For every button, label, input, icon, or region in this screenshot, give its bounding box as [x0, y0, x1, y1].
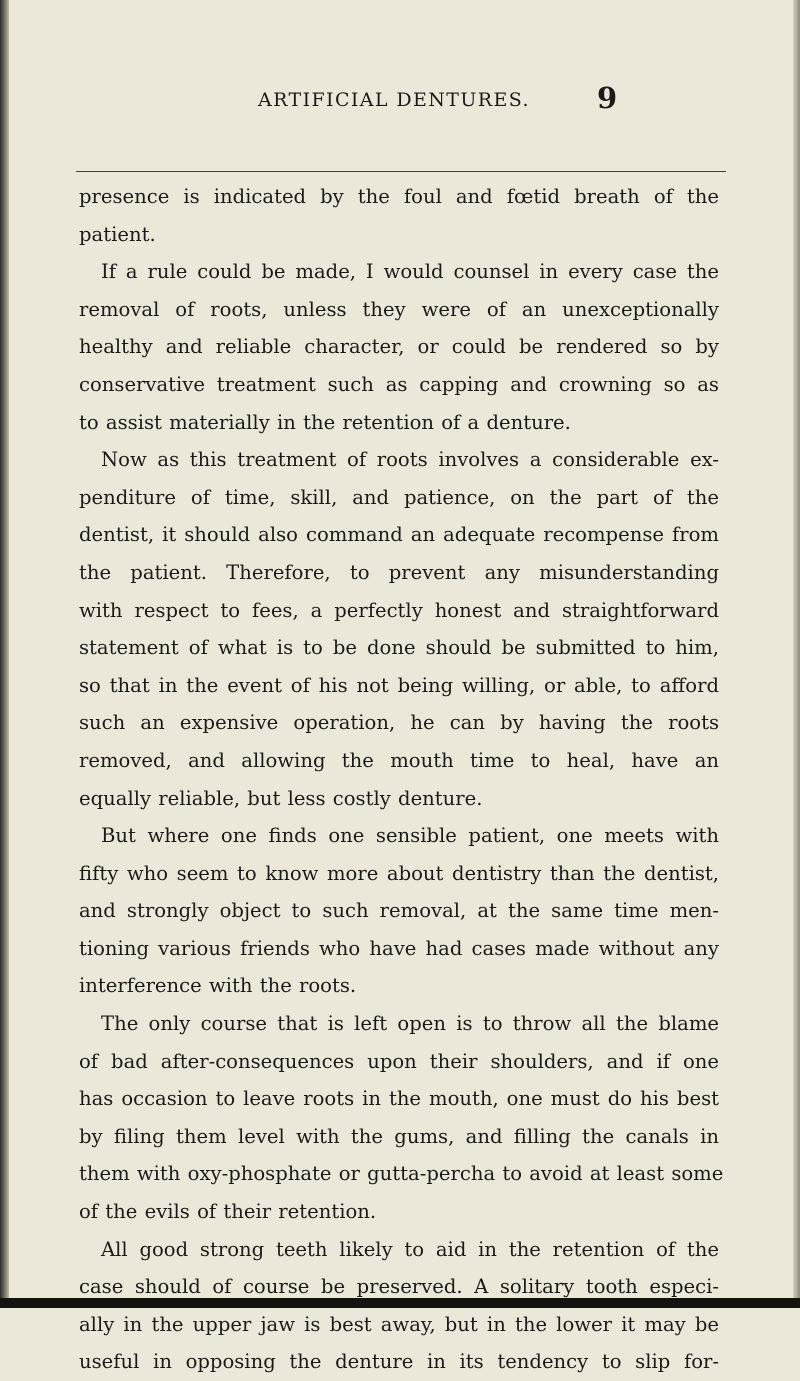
text-line: removed, and allowing the mouth time to heal, have an	[79, 748, 719, 772]
text-line: If a rule could be made, I would counsel in every case the	[101, 260, 719, 284]
text-line: has occasion to leave roots in the mouth, one must do his best	[79, 1087, 719, 1111]
text-line: Now as this treatment of roots involves a considerable ex-	[101, 448, 719, 472]
text-line: presence is indicated by the foul and fœtid breath of the	[79, 185, 719, 208]
text-line: healthy and reliable character, or could be rendered so by	[79, 335, 719, 359]
text-line: statement of what is to be done should be submitted to him,	[79, 636, 719, 660]
text-line: the patient. Therefore, to prevent any misunderstanding	[79, 560, 719, 584]
text-line: of bad after-consequences upon their shoulders, and if one	[79, 1049, 719, 1073]
text-line: by filing them level with the gums, and filling the canals in	[79, 1124, 719, 1148]
text-line: All good strong teeth likely to aid in the retention of the	[101, 1237, 719, 1261]
text-line: such an expensive operation, he can by having the roots	[79, 711, 719, 735]
text-line: with respect to fees, a perfectly honest and straightforward	[79, 598, 719, 622]
text-line: removal of roots, unless they were of an unexceptionally	[79, 297, 719, 321]
text-line: equally reliable, but less costly denture.	[79, 786, 483, 810]
scan-bottom-edge	[0, 1298, 800, 1308]
page-header	[0, 81, 800, 117]
text-line: interference with the roots.	[79, 974, 357, 998]
text-line: case should of course be preserved. A solitary tooth especi-	[79, 1275, 719, 1299]
text-line: useful in opposing the denture in its tendency to slip for-	[79, 1350, 719, 1374]
header-rule	[76, 171, 726, 172]
body-text	[79, 178, 724, 1381]
text-line: ally in the upper jaw is best away, but in the lower it may be	[79, 1312, 719, 1336]
text-line: so that in the event of his not being willing, or able, to afford	[79, 673, 719, 697]
text-line: fifty who seem to know more about dentistry than the dentist,	[79, 861, 719, 885]
page-edge-shadow	[793, 0, 800, 1308]
page-number: 9	[597, 81, 618, 115]
text-line: to assist materially in the retention of a denture.	[79, 410, 571, 434]
text-line: dentist, it should also command an adequate recompense from	[79, 523, 719, 547]
text-line: patient.	[79, 222, 156, 246]
text-line: tioning various friends who have had cases made without any	[79, 936, 719, 960]
text-line: The only course that is left open is to throw all the blame	[101, 1012, 719, 1036]
text-line: But where one finds one sensible patient, one meets with	[101, 824, 719, 848]
text-line: and strongly object to such removal, at the same time men-	[79, 899, 719, 923]
text-line: of the evils of their retention.	[79, 1200, 377, 1224]
text-line: conservative treatment such as capping and crowning so as	[79, 372, 719, 396]
page-gutter-shadow	[0, 0, 9, 1308]
text-line: penditure of time, skill, and patience, on the part of the	[79, 485, 719, 509]
text-line: them with oxy-phosphate or gutta-percha to avoid at least some	[79, 1162, 724, 1186]
running-title: ARTIFICIAL DENTURES.	[258, 89, 530, 111]
